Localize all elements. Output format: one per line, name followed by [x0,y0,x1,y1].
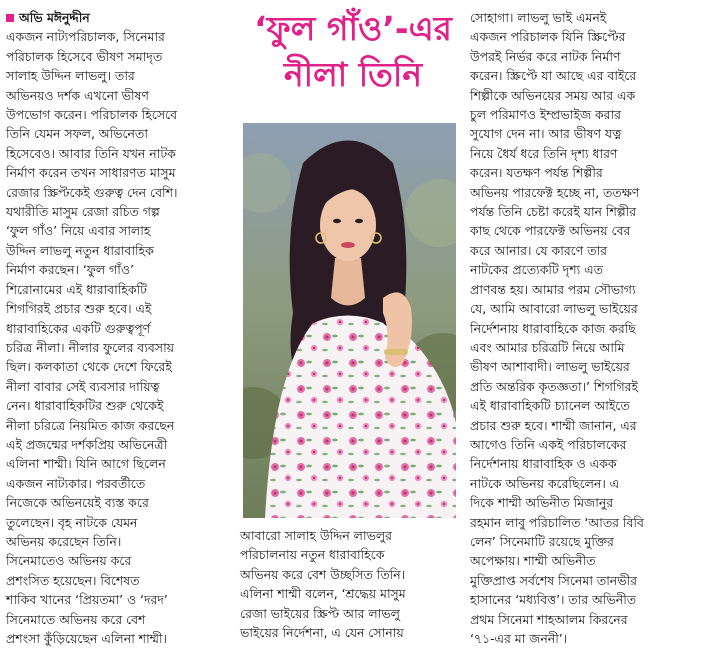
text-line: উপভোগ করেন। পরিচালক হিসেবে [6,107,178,123]
text-line: প্রাণবন্ত হয়। আমার পরম সৌভাগ্য [470,281,636,297]
article-column-right [470,8,698,648]
column-middle-text [240,526,466,642]
text-line: শাকিব খানের ‘প্রিয়তমা’ ও ‘দরদ’ [6,592,168,608]
text-line: নেন। ধারাবাহিকটির শুরু থেকেই [6,398,164,414]
text-line: চুল পরিমাণও ইম্প্রভাইজ করার [470,107,621,123]
photo-illustration [243,123,456,518]
headline-line-1: ‘ফুল গাঁও’-এর [254,9,452,48]
text-line: আবারো সালাহ উদ্দিন লাভলুর [240,528,393,543]
text-line: নির্দেশনায় ধারাবাহিক ও একক [470,456,617,472]
text-line: সালাহ উদ্দিন লাভলু। তার [6,68,135,84]
text-line: নীলা বাবার সেই ব্যবসার দায়িত্ব [6,378,160,394]
text-line: কাছ থেকে পারফেক্ট অভিনয় বের [470,223,631,239]
text-line: হাসানের ‘মধ্যবিত্ত’। তার অভিনীত [470,592,637,608]
article-column-left [6,8,234,648]
text-line: নির্দেশনায় ধারাবাহিকে কাজ করছি [470,320,636,336]
text-line: প্রতি অন্তরিক কৃতজ্ঞতা।’ শিগগিরই [470,378,638,394]
text-line: আগেও তিনি একই পরিচালকের [470,436,627,452]
text-line: অভিনয় পারফেক্ট হচ্ছে না, ততক্ষণ [470,184,640,200]
text-line: করে আনার। যে কারণে তার [470,242,607,258]
text-line: রেজার স্ক্রিপ্টকেই গুরুত্ব দেন বেশি। [6,184,178,200]
text-line: এবং আমার চরিত্রটি নিয়ে আমি [470,339,625,355]
text-line: অপেক্ষায়। শাম্মী অভিনীত [470,553,596,569]
text-line: এলিনা শাম্মী। যিনি আগে ছিলেন [6,456,166,472]
text-line: অভিনয়ও দর্শক এখনো ভীষণ [6,87,149,103]
text-line: ছিল। কলকাতা থেকে দেশে ফিরেই [6,359,172,375]
text-line: এই ধারাবাহিকটি চ্যানেল আইতে [470,398,630,414]
text-line: একজন পরিচালক যিনি স্ক্রিপ্টের [470,29,626,45]
text-line: অভিনয় করে বেশ উচ্ছসিত তিনি। [240,566,406,582]
text-line: নীলা চরিত্রে নিয়মিত কাজ করছেন [6,417,175,433]
text-line: একজন নাট্যকার। পরবর্তীতে [6,475,146,491]
text-line: সিনেমাতে অভিনয় করে বেশ [6,611,146,627]
text-line: নির্মাণ করেন তখন সাধারণত মাসুম [6,165,176,181]
byline-marker-icon [6,14,14,22]
text-line: উদ্দিন লাভলু নতুন ধারাবাহিক [6,242,154,258]
text-line: রহমান লাবু পরিচালিত ‘আতর বিবি [470,514,644,530]
text-line: নাটকের প্রত্যেকটি দৃশ্য এত [470,262,603,278]
text-line: শিরোনামের এই ধারাবাহিকটি [6,281,147,297]
text-line: শিল্পীকে অভিনয়ের সময় আর এক [470,87,636,103]
text-line: নিয়ে ধৈর্য ধরে তিনি দৃশ্য ধারণ [470,145,618,161]
column-left-text [6,27,234,648]
text-line: শিগগিরই প্রচার শুরু হবে। এই [6,301,152,317]
text-line: নির্মাণ করছেন। ‘ফুল গাঁও’ [6,262,134,278]
text-line: করেন। স্ক্রিপ্টে যা আছে এর বাইরে [470,68,637,84]
text-line: সিনেমাতেও অভিনয় করে [6,553,132,569]
text-line: প্রশংসিত হয়েছেন। বিশেষত [6,572,140,588]
text-line: এই প্রজন্মের দর্শকপ্রিয় অভিনেত্রী [6,436,168,452]
text-line: নাটকে অভিনয় করেছিলেন। এ [470,475,620,491]
text-line: এলিনা শাম্মী বলেন, ‘শ্রদ্ধেয় মাসুম [240,586,406,602]
text-line: ভীষণ আশাবাদী। লাভলু ভাইয়ের [470,359,630,375]
text-line: পরিচালক হিসেবে ভীষণ সমাদৃত [6,48,163,64]
text-line: অভিনয় করেছেন তিনি। [6,533,122,549]
headline-line-2: নীলা তিনি [283,55,423,94]
text-line: সোহাগা। লাভলু ভাই এমনই [470,10,607,25]
text-line: লেন’ সিনেমাটি রয়েছে মুক্তির [470,533,614,549]
byline [6,8,234,27]
actress-photo [243,123,456,518]
byline-author: অভি মঈনুদ্দীন [19,10,90,25]
text-line: চরিত্র নীলা। নীলার ফুলের ব্যবসায় [6,339,174,355]
text-line: সুযোগ দেন না। আর ভীষণ যত্ন [470,126,622,142]
text-line: পরিচালনায় নতুন ধারাবাহিকে [240,547,385,563]
text-line: একজন নাট্যপরিচালক, সিনেমার [6,29,165,45]
text-line: নিজেকে অভিনয়েই ব্যস্ত করে [6,495,149,511]
text-line: দিকে শাম্মী অভিনীত মিজানুর [470,495,614,511]
text-line: ‘ফুল গাঁও’ নিয়ে এবার সালাহ [6,223,151,239]
text-line: ভাইয়ের নির্দেশনা, এ যেন সোনায় [240,625,404,641]
text-line: তুলেছেন। বৃহ নাটকে যেমন [6,514,138,530]
text-line: করেন। যতক্ষণ পর্যন্ত শিল্পীর [470,165,603,181]
text-line: মুক্তিপ্রাপ্ত সর্বশেষ সিনেমা তানভীর [470,572,637,588]
headline [238,6,468,98]
text-line: যে, আমি আবারো লাভলু ভাইয়ের [470,301,638,317]
text-line: প্রথম সিনেমা শাহআলম কিরনের [470,611,628,627]
text-line: হিসেবেও। আবার তিনি যখন নাটক [6,145,176,161]
text-line: রেজা ভাইয়ের স্ক্রিপ্ট আর লাভলু [240,605,400,621]
text-line: ধারাবাহিকের একটি গুরুত্বপূর্ণ [6,320,151,336]
text-line: প্রচার শুরু হবে। শাম্মী জানান, এর [470,417,637,433]
text-line: ‘৭১-এর মা জননী’। [470,631,568,646]
article-column-middle [240,526,466,642]
text-line: যথারীতি মাসুম রেজা রচিত গল্প [6,204,160,220]
text-line: প্রশংসা কুঁড়িয়েছেন এলিনা শাম্মী। [6,631,167,646]
column-right-text [470,8,698,648]
text-line: পর্যন্ত তিনি চেষ্টা করেই যান শিল্পীর [470,204,637,220]
text-line: তিনি যেমন সফল, অভিনেতা [6,126,148,142]
text-line: উপরই নির্ভর করে নাটক নির্মাণ [470,48,621,64]
